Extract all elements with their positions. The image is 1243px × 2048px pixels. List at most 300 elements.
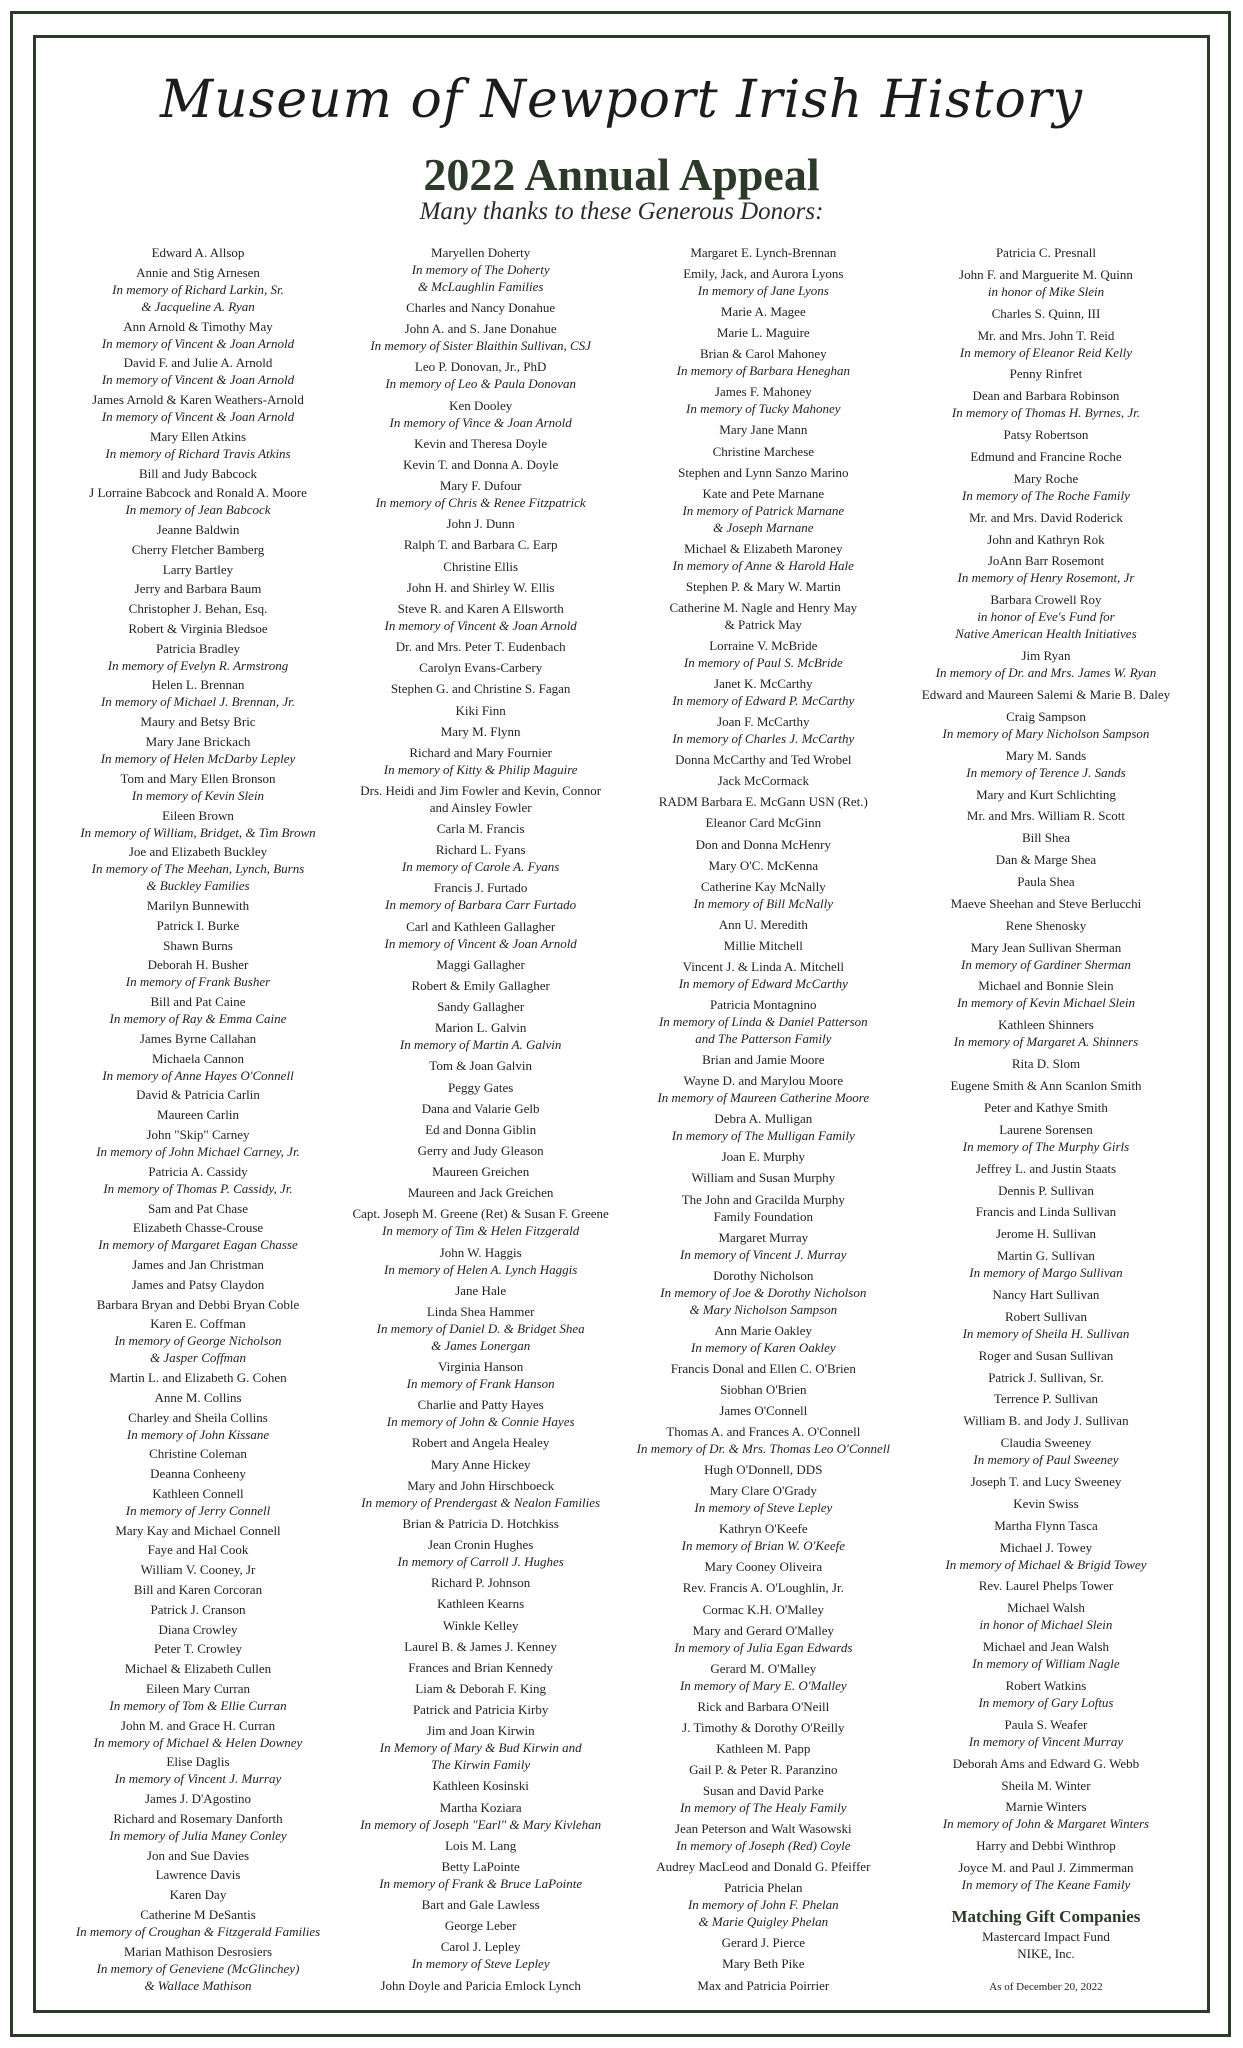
donor-name: Lois M. Lang bbox=[445, 1837, 517, 1853]
donor-dedication: In memory of Vincent & Joan Arnold bbox=[101, 409, 295, 425]
donor-entry bbox=[905, 1859, 1187, 1893]
donor-dedication: In memory of Margo Sullivan bbox=[969, 1265, 1123, 1281]
donor-entry bbox=[905, 1308, 1187, 1342]
donor-entry bbox=[340, 820, 622, 837]
donor-name: John "Skip" Carney bbox=[146, 1126, 250, 1142]
donor-entry bbox=[622, 485, 904, 536]
donor-entry bbox=[340, 1244, 622, 1278]
donor-entry bbox=[57, 1465, 339, 1482]
donor-entry bbox=[905, 1412, 1187, 1429]
donor-name: Kathryn O'Keefe bbox=[719, 1521, 808, 1537]
donor-name: Marian Mathison Desrosiers bbox=[123, 1943, 273, 1959]
donor-dedication: In memory of Edward P. McCarthy bbox=[672, 693, 855, 709]
donor-dedication: In memory of Margaret A. Shinners bbox=[953, 1034, 1139, 1050]
donor-name: Margaret E. Lynch-Brennan bbox=[690, 245, 837, 260]
donor-name: Ann Marie Oakley bbox=[714, 1322, 813, 1338]
donor-name: Patricia Montagnino bbox=[710, 997, 817, 1013]
donor-entry bbox=[57, 354, 339, 388]
donor-name: Richard and Rosemary Danforth bbox=[113, 1810, 283, 1826]
donor-name: Steve R. and Karen A Ellsworth bbox=[397, 600, 564, 616]
donor-entry bbox=[622, 265, 904, 299]
donor-name: John M. and Grace H. Curran bbox=[120, 1717, 276, 1733]
donor-name: Donna McCarthy and Ted Wrobel bbox=[675, 752, 852, 768]
donor-entry bbox=[340, 1938, 622, 1972]
donor-name: Marion L. Galvin bbox=[434, 1020, 527, 1036]
donor-entry bbox=[340, 659, 622, 676]
donor-entry bbox=[57, 1256, 339, 1273]
donor-name: James and Patsy Claydon bbox=[131, 1276, 265, 1292]
donor-name: Cherry Fletcher Bamberg bbox=[131, 541, 265, 557]
donor-name: Lorraine V. McBride bbox=[709, 638, 818, 654]
donor-name: Helen L. Brennan bbox=[151, 677, 245, 693]
donor-entry bbox=[340, 1574, 622, 1591]
donor-name: Patsy Robertson bbox=[1003, 427, 1089, 443]
donor-name: Francis Donal and Ellen C. O'Brien bbox=[670, 1360, 856, 1376]
donor-entry bbox=[340, 638, 622, 655]
donor-dedication: In memory of Eleanor Reid Kelly bbox=[959, 344, 1133, 360]
donor-name: William and Susan Murphy bbox=[691, 1170, 836, 1186]
donor-entry bbox=[905, 895, 1187, 912]
donor-dedication: In memory of Mary E. O'Malley bbox=[679, 1677, 847, 1693]
donor-entry bbox=[905, 917, 1187, 934]
donor-dedication: in honor of Eve's Fund for Native American Health Initiatives bbox=[955, 609, 1137, 642]
donor-name: Vincent J. & Linda A. Mitchell bbox=[682, 958, 844, 974]
donor-name: RADM Barbara E. McGann USN (Ret.) bbox=[658, 794, 868, 810]
donor-entry bbox=[57, 1389, 339, 1406]
donor-entry bbox=[622, 443, 904, 460]
donor-name: Richard L. Fyans bbox=[435, 842, 526, 858]
donor-name: Christine Ellis bbox=[443, 558, 519, 574]
donor-entry bbox=[905, 552, 1187, 586]
donor-name: Mary Clare O'Grady bbox=[709, 1483, 817, 1499]
donor-name: Robert & Emily Gallagher bbox=[411, 977, 550, 993]
donor-entry bbox=[622, 303, 904, 320]
donor-entry bbox=[57, 1086, 339, 1103]
donor-name: Carla M. Francis bbox=[436, 821, 525, 837]
donor-entry bbox=[622, 1579, 904, 1596]
matching-gift-company: Mastercard Impact Fund bbox=[982, 1928, 1110, 1944]
donor-dedication: In memory of Evelyn R. Armstrong bbox=[107, 657, 289, 673]
donor-entry bbox=[622, 996, 904, 1047]
donor-entry bbox=[57, 1522, 339, 1539]
donor-name: Leo P. Donovan, Jr., PhD bbox=[414, 359, 547, 375]
donor-name: Mary Kay and Michael Connell bbox=[115, 1522, 281, 1538]
donor-dedication: In memory of Chris & Renee Fitzpatrick bbox=[375, 495, 586, 511]
donor-entry bbox=[905, 1434, 1187, 1468]
donor-entry bbox=[622, 836, 904, 853]
donor-entry bbox=[340, 320, 622, 354]
donor-entry bbox=[622, 1977, 904, 1994]
donor-entry bbox=[905, 851, 1187, 868]
donor-name: Joe and Elizabeth Buckley bbox=[128, 844, 268, 860]
donor-name: Drs. Heidi and Jim Fowler and Kevin, Connor and Ainsley Fowler bbox=[360, 782, 602, 815]
donor-entry bbox=[57, 1445, 339, 1462]
donor-entry bbox=[340, 1303, 622, 1354]
donor-entry bbox=[340, 1142, 622, 1159]
donor-entry bbox=[905, 977, 1187, 1011]
donor-entry bbox=[57, 1163, 339, 1197]
donor-entry bbox=[905, 1390, 1187, 1407]
donor-entry bbox=[622, 1229, 904, 1263]
donor-name: Dana and Valarie Gelb bbox=[421, 1100, 540, 1116]
donor-entry bbox=[340, 1477, 622, 1511]
donor-entry bbox=[905, 1638, 1187, 1672]
donor-name: Margaret Murray bbox=[718, 1229, 809, 1245]
donor-name: Christopher J. Behan, Esq. bbox=[128, 601, 268, 617]
donor-name: Mr. and Mrs. David Roderick bbox=[969, 509, 1123, 525]
donor-name: J Lorraine Babcock and Ronald A. Moore bbox=[89, 485, 307, 501]
donor-entry bbox=[905, 1203, 1187, 1220]
donor-column-3 bbox=[622, 244, 904, 1994]
donor-entry bbox=[57, 1315, 339, 1366]
donor-dedication: In memory of Thomas H. Byrnes, Jr. bbox=[951, 405, 1141, 421]
donor-name: Kathleen Kosinski bbox=[432, 1778, 529, 1794]
donor-name: Marie L. Maguire bbox=[716, 325, 810, 341]
donor-name: Larry Bartley bbox=[162, 561, 234, 577]
donor-dedication: In memory of George Nicholson & Jasper Coffman bbox=[114, 1333, 282, 1366]
donor-entry bbox=[340, 1680, 622, 1697]
donor-entry bbox=[57, 1943, 339, 1994]
donor-entry bbox=[340, 1184, 622, 1201]
donor-dedication: In memory of Vincent & Joan Arnold bbox=[101, 335, 295, 351]
donor-name: Mary Jean Sullivan Sherman bbox=[970, 939, 1122, 955]
donor-name: Jean Peterson and Walt Wasowski bbox=[675, 1821, 852, 1837]
donor-name: Patrick I. Burke bbox=[156, 917, 240, 933]
donor-name: George Leber bbox=[444, 1918, 517, 1934]
donor-name: Maureen Carlin bbox=[157, 1107, 239, 1123]
donor-entry bbox=[622, 421, 904, 438]
donor-entry bbox=[57, 1541, 339, 1558]
donor-name: Mary Jane Mann bbox=[719, 422, 808, 438]
donor-dedication: In memory of Frank Hanson bbox=[406, 1376, 555, 1392]
donor-entry bbox=[340, 244, 622, 295]
donor-entry bbox=[905, 531, 1187, 548]
donor-name: Martin G. Sullivan bbox=[997, 1248, 1095, 1264]
donor-entry bbox=[57, 770, 339, 804]
donor-dedication: In memory of Bill McNally bbox=[693, 895, 833, 911]
donor-entry bbox=[622, 1461, 904, 1478]
donor-name: Catherine M. Nagle and Henry May & Patrick May bbox=[669, 599, 858, 632]
donor-name: Catherine M DeSantis bbox=[140, 1906, 256, 1922]
donor-name: Kevin T. and Donna A. Doyle bbox=[403, 456, 559, 472]
donor-name: Michael & Elizabeth Cullen bbox=[124, 1661, 272, 1677]
donor-entry bbox=[905, 1495, 1187, 1512]
donor-dedication: In memory of Henry Rosemont, Jr bbox=[957, 570, 1135, 586]
donor-name: Bill and Karen Corcoran bbox=[133, 1581, 263, 1597]
donor-name: Peter T. Crowley bbox=[154, 1641, 242, 1657]
donor-name: Mary O'C. McKenna bbox=[708, 857, 819, 873]
donor-name: William B. and Jody J. Sullivan bbox=[963, 1413, 1129, 1429]
donor-name: Susan and David Parke bbox=[702, 1783, 824, 1799]
donor-name: Martha Koziara bbox=[439, 1799, 522, 1815]
donor-entry bbox=[340, 1701, 622, 1718]
donor-name: Richard and Mary Fournier bbox=[409, 744, 552, 760]
donor-entry bbox=[57, 428, 339, 462]
donor-entry bbox=[905, 305, 1187, 322]
donor-name: John J. Dunn bbox=[446, 516, 515, 532]
donor-name: Ed and Donna Giblin bbox=[425, 1121, 537, 1137]
donor-dedication: In memory of John & Connie Hayes bbox=[386, 1414, 575, 1430]
donor-dedication: In memory of Helen McDarby Lepley bbox=[100, 751, 296, 767]
donor-name: Kevin Swiss bbox=[1013, 1495, 1079, 1511]
donor-dedication: In memory of Barbara Carr Furtado bbox=[385, 897, 577, 913]
donor-entry bbox=[622, 1622, 904, 1656]
donor-name: Tom and Mary Ellen Bronson bbox=[120, 770, 276, 786]
donor-dedication: In memory of Gardiner Sherman bbox=[960, 956, 1131, 972]
donor-name: Barbara Crowell Roy bbox=[990, 592, 1102, 608]
donor-entry bbox=[340, 1977, 622, 1994]
donor-name: Jon and Sue Davies bbox=[146, 1847, 250, 1863]
donor-entry bbox=[905, 829, 1187, 846]
donor-dedication: In memory of Gary Loftus bbox=[978, 1694, 1114, 1710]
donor-entry bbox=[57, 1810, 339, 1844]
donor-dedication: In Memory of Mary & Bud Kirwin and The Kirwin Family bbox=[379, 1740, 582, 1773]
donor-name: Stephen and Lynn Sanzo Marino bbox=[678, 464, 849, 480]
donor-dedication: In memory of Kitty & Philip Maguire bbox=[383, 761, 578, 777]
donor-entry bbox=[340, 1659, 622, 1676]
donor-name: Edmund and Francine Roche bbox=[970, 449, 1122, 465]
donor-entry bbox=[340, 600, 622, 634]
donor-entry bbox=[340, 956, 622, 973]
donor-dedication: In memory of Jean Babcock bbox=[125, 502, 271, 518]
donor-name: John Doyle and Paricia Emlock Lynch bbox=[380, 1977, 581, 1993]
donor-dedication: In memory of Linda & Daniel Patterson and The Patterson Family bbox=[658, 1014, 868, 1047]
donor-entry bbox=[622, 772, 904, 789]
donor-entry bbox=[57, 521, 339, 538]
matching-gift-section bbox=[905, 1906, 1187, 1994]
donor-dedication: In memory of Helen A. Lynch Haggis bbox=[384, 1261, 578, 1277]
donor-entry bbox=[340, 702, 622, 719]
donor-name: John and Kathryn Rok bbox=[987, 531, 1105, 547]
donor-name: Karen Day bbox=[169, 1887, 227, 1903]
donor-entry bbox=[340, 680, 622, 697]
donor-entry bbox=[57, 1621, 339, 1638]
donor-dedication: In memory of Ray & Emma Caine bbox=[109, 1011, 287, 1027]
donor-name: Elizabeth Chasse-Crouse bbox=[132, 1220, 264, 1236]
donor-name: Debra A. Mulligan bbox=[714, 1111, 813, 1127]
donor-entry bbox=[57, 561, 339, 578]
donor-entry bbox=[622, 1072, 904, 1106]
donor-entry bbox=[905, 244, 1187, 261]
donor-dedication: In memory of The Keane Family bbox=[961, 1877, 1131, 1893]
donor-entry bbox=[340, 1019, 622, 1053]
donor-entry bbox=[905, 1755, 1187, 1772]
donor-entry bbox=[340, 1917, 622, 1934]
donor-name: Ann Arnold & Timothy May bbox=[123, 318, 273, 334]
donor-entry bbox=[622, 1660, 904, 1694]
donor-entry bbox=[340, 1057, 622, 1074]
donor-dedication: In memory of John F. Phelan & Marie Quigley Phelan bbox=[687, 1897, 839, 1930]
donor-name: David & Patricia Carlin bbox=[136, 1087, 260, 1103]
donor-dedication: In memory of Prendergast & Nealon Families bbox=[361, 1494, 601, 1510]
donor-name: Richard P. Johnson bbox=[431, 1575, 531, 1591]
donor-name: Hugh O'Donnell, DDS bbox=[704, 1462, 823, 1478]
donor-entry bbox=[340, 1121, 622, 1138]
donor-name: Gail P. & Peter R. Paranzino bbox=[689, 1761, 838, 1777]
donor-entry bbox=[905, 873, 1187, 890]
donor-name: Kiki Finn bbox=[455, 702, 506, 718]
donor-entry bbox=[340, 1515, 622, 1532]
donor-entry bbox=[622, 1482, 904, 1516]
donor-name: Edward and Maureen Salemi & Marie B. Daley bbox=[921, 687, 1171, 703]
donor-dedication: In memory of Anne Hayes O'Connell bbox=[102, 1067, 294, 1083]
donor-entry bbox=[340, 477, 622, 511]
donor-name: Deborah H. Busher bbox=[147, 957, 249, 973]
donor-name: Joan F. McCarthy bbox=[717, 714, 810, 730]
donor-entry bbox=[622, 1520, 904, 1554]
donor-name: Don and Donna McHenry bbox=[695, 836, 831, 852]
donor-entry bbox=[905, 686, 1187, 703]
donor-name: Jeanne Baldwin bbox=[156, 522, 240, 538]
donor-entry bbox=[57, 676, 339, 710]
donor-entry bbox=[340, 1396, 622, 1430]
donor-entry bbox=[622, 1879, 904, 1930]
donor-name: The John and Gracilda Murphy Family Foundation bbox=[681, 1191, 845, 1224]
donor-name: Winkle Kelley bbox=[442, 1617, 519, 1633]
donor-name: Charley and Sheila Collins bbox=[128, 1409, 268, 1425]
donor-entry bbox=[622, 937, 904, 954]
donor-entry bbox=[57, 264, 339, 315]
donor-name: Annie and Stig Arnesen bbox=[136, 264, 260, 280]
donor-name: Marnie Winters bbox=[1005, 1799, 1087, 1815]
donor-entry bbox=[340, 1079, 622, 1096]
donor-dedication: In memory of Jerry Connell bbox=[125, 1502, 271, 1518]
donor-name: Anne M. Collins bbox=[154, 1389, 242, 1405]
as-of-date: As of December 20, 2022 bbox=[989, 1980, 1103, 1993]
donor-dedication: In memory of Julia Egan Edwards bbox=[674, 1639, 853, 1655]
donor-name: Robert Watkins bbox=[1005, 1677, 1087, 1693]
donor-entry bbox=[340, 1837, 622, 1854]
donor-name: JoAnn Barr Rosemont bbox=[987, 553, 1105, 569]
donor-name: Joyce M. and Paul J. Zimmerman bbox=[958, 1860, 1134, 1876]
donor-name: Mary Anne Hickey bbox=[430, 1456, 531, 1472]
donor-name: Maeve Sheehan and Steve Berlucchi bbox=[950, 895, 1142, 911]
donor-dedication: In memory of Anne & Harold Hale bbox=[672, 557, 854, 573]
donor-name: Shawn Burns bbox=[163, 937, 233, 953]
donor-entry bbox=[622, 1423, 904, 1457]
donor-name: Penny Rinfret bbox=[1009, 366, 1083, 382]
donor-name: Eileen Brown bbox=[162, 807, 234, 823]
donor-name: Tom & Joan Galvin bbox=[429, 1058, 533, 1074]
donor-entry bbox=[622, 1051, 904, 1068]
donor-dedication: In memory of Thomas P. Cassidy, Jr. bbox=[103, 1180, 293, 1196]
donor-name: Mary Cooney Oliveira bbox=[704, 1559, 823, 1575]
donor-dedication: In memory of Vincent & Joan Arnold bbox=[384, 935, 577, 951]
donor-name: Patricia Bradley bbox=[155, 640, 241, 656]
donor-name: Edward A. Allsop bbox=[151, 245, 245, 260]
donor-entry bbox=[905, 1716, 1187, 1750]
donor-entry bbox=[622, 1782, 904, 1816]
donor-name: Martin L. and Elizabeth G. Cohen bbox=[109, 1370, 287, 1386]
donor-name: Thomas A. and Frances A. O'Connell bbox=[666, 1424, 861, 1440]
museum-title: Museum of Newport Irish History bbox=[159, 70, 1084, 130]
donor-name: Mary and Gerard O'Malley bbox=[692, 1622, 834, 1638]
donor-name: John H. and Shirley W. Ellis bbox=[406, 579, 555, 595]
donor-name: Marilyn Bunnewith bbox=[146, 898, 250, 914]
donor-dedication: In memory of The Roche Family bbox=[962, 487, 1130, 503]
donor-entry bbox=[57, 1581, 339, 1598]
donor-name: Patricia Phelan bbox=[724, 1880, 803, 1896]
donor-entry bbox=[622, 1740, 904, 1757]
donor-name: Michaela Cannon bbox=[151, 1050, 245, 1066]
donor-name: Sam and Pat Chase bbox=[147, 1200, 248, 1216]
donor-entry bbox=[622, 1169, 904, 1186]
donor-entry bbox=[340, 1896, 622, 1913]
donor-name: Kathleen Shinners bbox=[998, 1017, 1094, 1033]
donor-entry bbox=[905, 591, 1187, 642]
donor-entry bbox=[905, 1225, 1187, 1242]
donor-entry bbox=[905, 939, 1187, 973]
donor-name: Kathleen Kearns bbox=[437, 1596, 525, 1612]
donor-name: Frances and Brian Kennedy bbox=[408, 1659, 554, 1675]
donor-name: Carl and Kathleen Gallagher bbox=[406, 918, 556, 934]
donor-entry bbox=[622, 878, 904, 912]
donor-name: Eileen Mary Curran bbox=[146, 1680, 250, 1696]
donor-entry bbox=[57, 1847, 339, 1864]
donor-name: Laurel B. & James J. Kenney bbox=[404, 1638, 558, 1654]
donors-subtitle: Many thanks to these Generous Donors: bbox=[419, 198, 824, 225]
donor-dedication: In memory of John Kissane bbox=[126, 1426, 270, 1442]
donor-name: Mary Roche bbox=[1013, 470, 1079, 486]
donor-name: Brian and Jamie Moore bbox=[702, 1052, 825, 1068]
donor-entry bbox=[622, 1322, 904, 1356]
donor-name: Craig Sampson bbox=[1006, 708, 1086, 724]
donor-dedication: In memory of Kevin Michael Slein bbox=[956, 995, 1135, 1011]
donor-dedication: In memory of Frank & Bruce LaPointe bbox=[379, 1875, 583, 1891]
donor-entry bbox=[57, 807, 339, 841]
donor-entry bbox=[57, 1906, 339, 1940]
donor-dedication: In memory of Jane Lyons bbox=[697, 283, 829, 299]
donor-entry bbox=[622, 1558, 904, 1575]
donor-entry bbox=[340, 841, 622, 875]
donor-entry bbox=[622, 324, 904, 341]
donor-name: Mary F. Dufour bbox=[439, 478, 522, 494]
donor-entry bbox=[57, 713, 339, 730]
donor-dedication: In memory of Daniel D. & Bridget Shea & James Lonergan bbox=[376, 1320, 585, 1353]
donor-name: Roger and Susan Sullivan bbox=[978, 1347, 1114, 1363]
donor-name: Michael Walsh bbox=[1007, 1600, 1085, 1616]
donor-name: Stephen G. and Christine S. Fagan bbox=[390, 681, 571, 697]
donor-entry bbox=[57, 541, 339, 558]
donor-name: Kevin and Theresa Doyle bbox=[414, 435, 548, 451]
donor-name: Jim Ryan bbox=[1021, 648, 1071, 664]
donor-entry bbox=[340, 456, 622, 473]
donor-name: Michael & Elizabeth Maroney bbox=[684, 540, 843, 556]
donor-name: William V. Cooney, Jr bbox=[140, 1562, 256, 1578]
donor-name: Gerard J. Pierce bbox=[721, 1935, 805, 1951]
donor-name: Charlie and Patty Hayes bbox=[417, 1397, 544, 1413]
donor-entry bbox=[622, 1267, 904, 1318]
donor-name: Audrey MacLeod and Donald G. Pfeiffer bbox=[656, 1859, 871, 1875]
donor-dedication: In memory of Michael & Brigid Towey bbox=[945, 1556, 1147, 1572]
donor-name: Jane Hale bbox=[455, 1282, 507, 1298]
donor-name: Eleanor Card McGinn bbox=[705, 815, 822, 831]
donor-name: David F. and Julie A. Arnold bbox=[123, 355, 273, 371]
donor-entry bbox=[905, 1347, 1187, 1364]
donor-entry bbox=[57, 391, 339, 425]
donor-name: Bill and Judy Babcock bbox=[138, 465, 258, 481]
donor-entry bbox=[905, 1121, 1187, 1155]
donor-entry bbox=[340, 1163, 622, 1180]
donor-entry bbox=[340, 918, 622, 952]
donor-dedication: In memory of The Doherty & McLaughlin Families bbox=[411, 262, 550, 294]
donor-entry bbox=[905, 747, 1187, 781]
donor-name: Ralph T. and Barbara C. Earp bbox=[403, 537, 558, 553]
donor-dedication: In memory of Vincent J. Murray bbox=[680, 1246, 847, 1262]
donor-entry bbox=[340, 1595, 622, 1612]
donor-dedication: In memory of Maureen Catherine Moore bbox=[657, 1090, 870, 1106]
donor-dedication: In memory of Joseph (Red) Coyle bbox=[676, 1838, 851, 1854]
